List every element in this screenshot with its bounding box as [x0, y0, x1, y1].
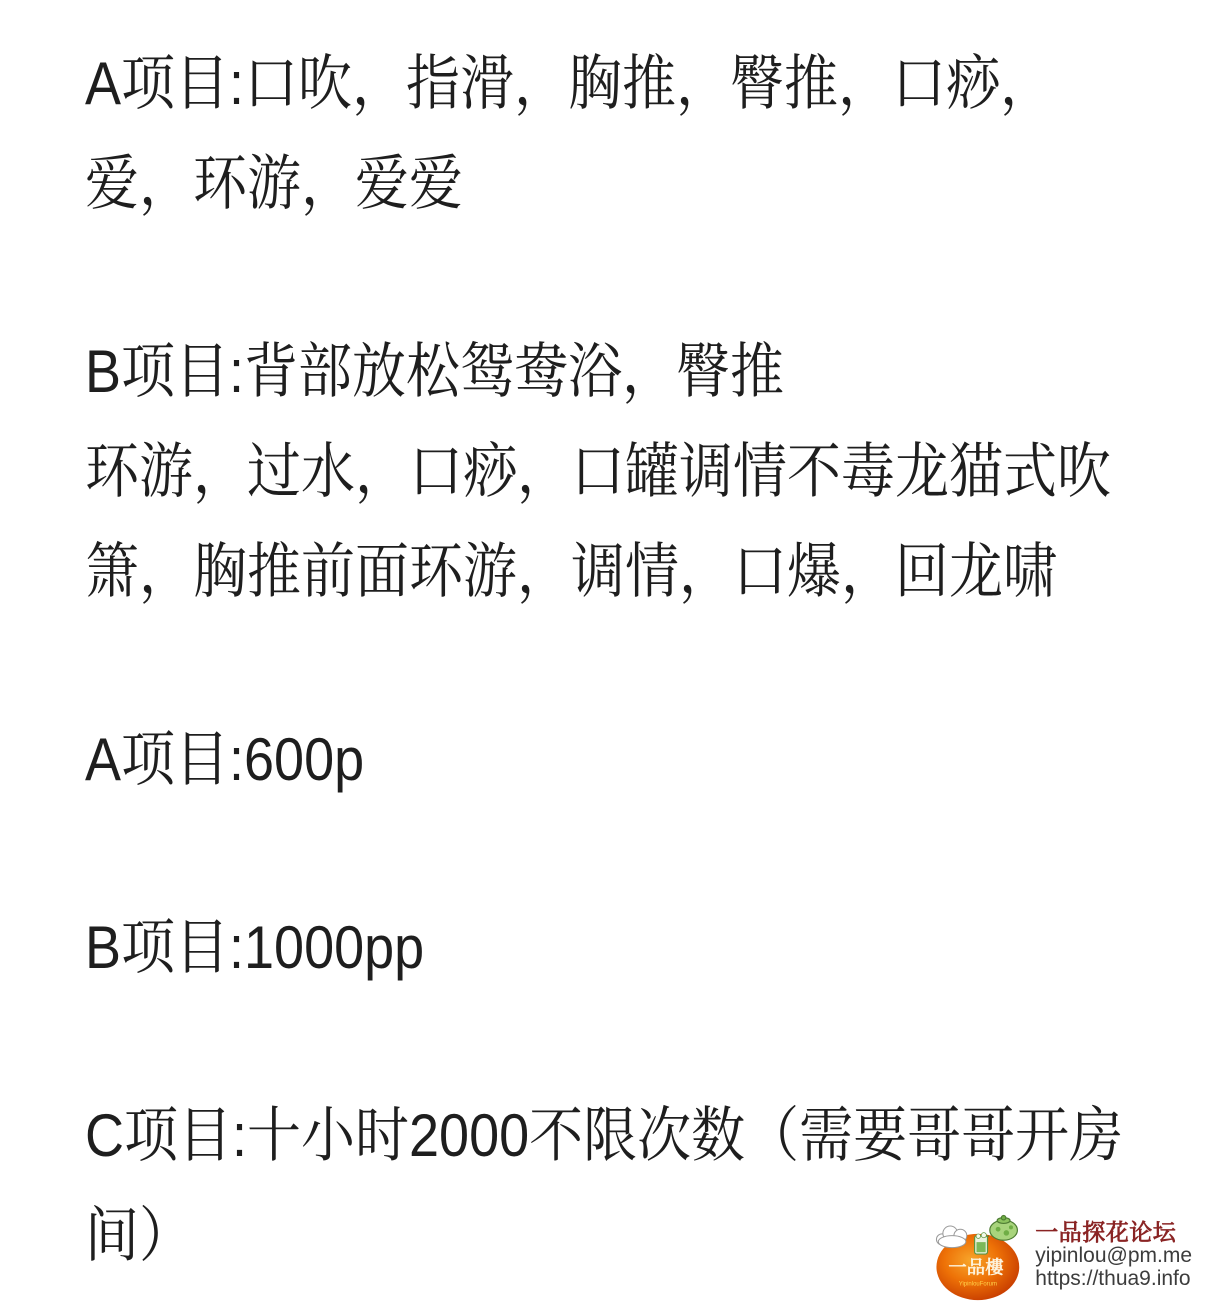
forum-watermark: [930, 1208, 1192, 1302]
forum-name: 一品探花论坛: [1035, 1218, 1177, 1245]
logo-subtext: YipinlouForum: [958, 1281, 998, 1288]
document-body: [85, 34, 1228, 1286]
forum-url: https://thua9.info: [1035, 1267, 1191, 1290]
text-line: 爱，环游，爱爱: [85, 150, 463, 217]
text-line: 箫，胸推前面环游，调情，口爆，回龙啸: [85, 538, 1057, 605]
text-line: 间）: [85, 1202, 193, 1269]
cloud-icon: [937, 1226, 967, 1248]
paragraph-b-services: [85, 322, 1228, 622]
text-line: B项目:背部放松鸳鸯浴，臀推: [85, 338, 785, 405]
paragraph-a-services: [85, 34, 1228, 234]
text-line: B项目:1000pp: [85, 914, 425, 981]
watermark-text-block: [1035, 1220, 1192, 1291]
text-line: C项目:十小时2000不限次数（需要哥哥开房: [85, 1102, 1124, 1169]
forum-email: yipinlou@pm.me: [1035, 1243, 1192, 1267]
text-line: A项目:600p: [85, 726, 365, 793]
paragraph-b-price: [85, 898, 1228, 998]
paragraph-a-price: [85, 710, 1228, 810]
logo-text: 一品樓: [948, 1256, 1004, 1278]
tea-cup-icon: [975, 1233, 988, 1254]
yipinlou-logo-icon: [930, 1208, 1022, 1302]
text-line: A项目:口吹，指滑，胸推，臀推，口痧，: [85, 50, 1055, 117]
text-line: 环游，过水，口痧，口罐调情不毒龙猫式吹: [85, 438, 1111, 505]
